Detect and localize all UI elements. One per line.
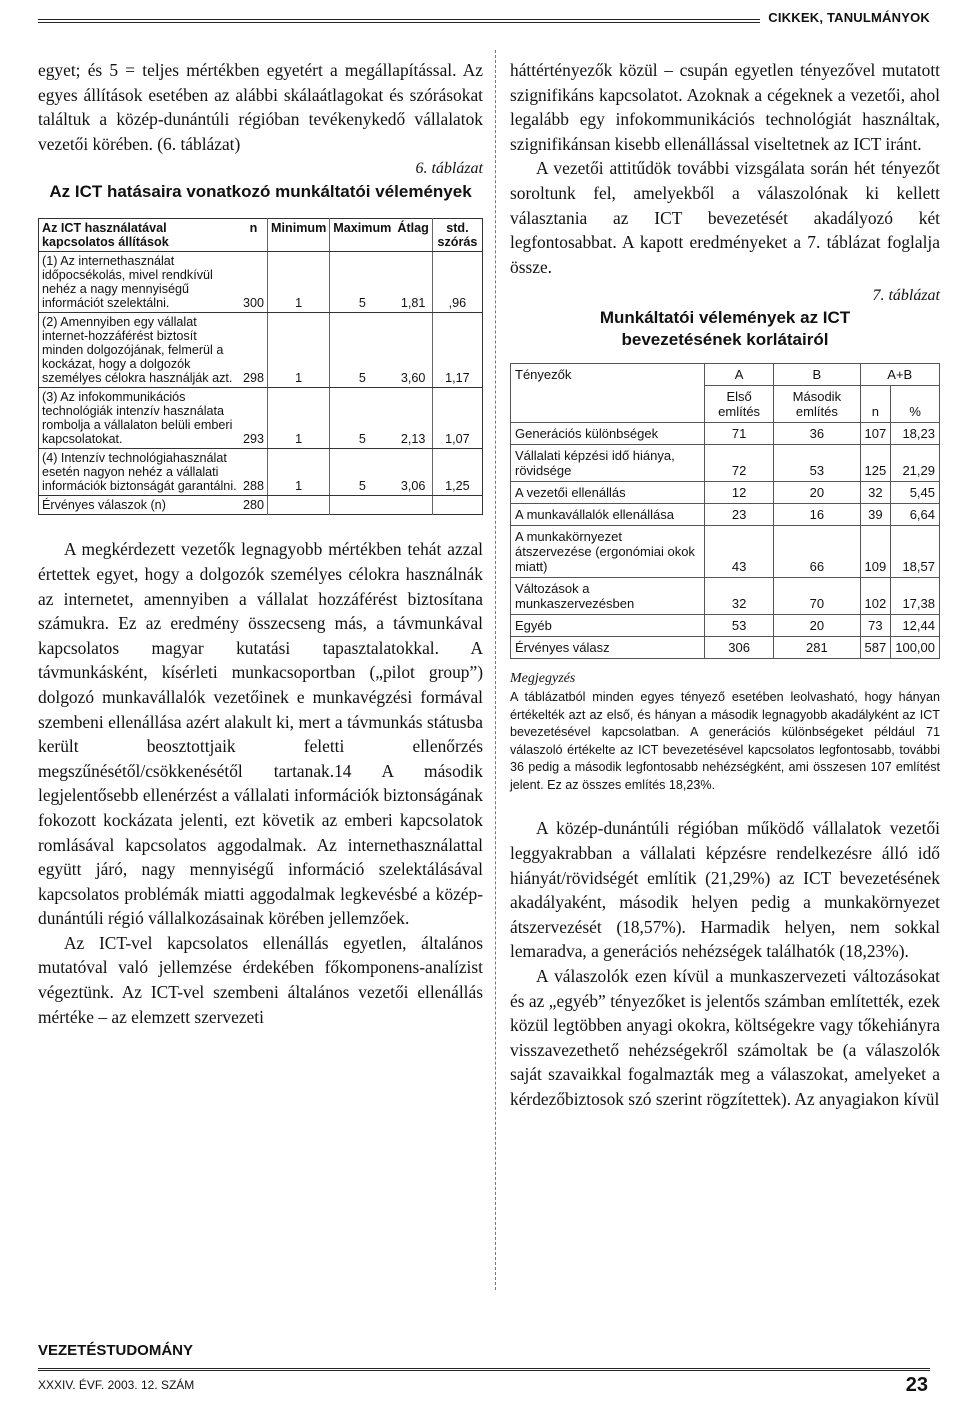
table6 <box>38 218 483 515</box>
first-mention-cell: 72 <box>705 445 774 482</box>
second-mention-cell: 36 <box>774 423 860 445</box>
empty-cell <box>432 496 482 515</box>
table-row <box>39 252 483 313</box>
statement-cell: (1) Az internethasználat időpocsékolás, mivel rendkívül nehéz a nagy mennyiségű információt szelektálni. <box>39 252 241 313</box>
table-row <box>511 504 940 526</box>
percent-cell: 12,44 <box>891 615 940 637</box>
page-number: 23 <box>905 1374 928 1396</box>
mean-cell: 2,13 <box>394 388 432 449</box>
factor-cell: Generációs különbségek <box>511 423 705 445</box>
statement-cell: (2) Amennyiben egy vállalat internet-hozzáférést biztosít minden dolgozójának, felmerül a kockázat, hogy a dolgozók személyes célokra használják azt. <box>39 313 241 388</box>
first-mention-cell: 12 <box>705 482 774 504</box>
sd-cell: ,96 <box>432 252 482 313</box>
note-title: Megjegyzés <box>510 671 576 687</box>
total-n-cell: 125 <box>860 445 891 482</box>
percent-cell: 5,45 <box>891 482 940 504</box>
table6-header: Átlag <box>394 219 432 252</box>
right-column <box>510 58 940 1111</box>
table7-header: B <box>774 364 860 386</box>
max-cell: 5 <box>330 388 395 449</box>
factor-cell: A vezetői ellenállás <box>511 482 705 504</box>
table-row <box>511 615 940 637</box>
left-column <box>38 58 483 1029</box>
n-cell: 288 <box>240 449 268 496</box>
factor-cell: A munkavállalók ellenállása <box>511 504 705 526</box>
table-row <box>511 526 940 578</box>
table7-label: 7. táblázat <box>872 287 940 305</box>
empty-cell <box>394 496 432 515</box>
note-text: A táblázatból minden egyes tényező esetében leolvasható, hogy hányan értékelték azt az első, és hányan a második legnagyobb akadályként az ICT bevezetésével kapcsolatban. A generációs különbségeket például 71 válaszoló értékelte az ICT bevezetésével kapcsolatos legfontosabb, további 36 pedig a második legfontosabb nehézségként, ami összesen 107 említést jelent. Ez az összes említés 18,23%. <box>510 690 940 792</box>
right-paragraph-4: A válaszolók ezen kívül a munkaszervezeti változásokat és az „egyéb” tényezőket is jelentős számban említették, ezek közül legtöbben anyagi okokra, költségekre vagy tőkehiányra visszavezethető nehézségekről számoltak be (a válaszolók saját szavaikkal fogalmazták meg a válaszokat, amelyeket a kérdezőbiztosok szó szerint rögzítettek). Az anyagiakon kívül <box>510 965 940 1109</box>
journal-name: VEZETÉSTUDOMÁNY <box>38 1342 194 1359</box>
right-paragraph-1: háttértényezők közül – csupán egyetlen tényezővel mutatott szignifikáns kapcsolatot. Azoknak a cégeknek a vezetői, ahol legalább egy infokommunikációs technológiát használtak, szignifikánsan kisebb ellenállással viseltetnek az ICT iránt. <box>510 60 940 154</box>
left-paragraph-1: egyet; és 5 = teljes mértékben egyetért a megállapítással. Az egyes állítások esetében az alábbi skálaátlagokat és szórásokat találtuk a közép-dunántúli régióban tevékenykedő vállalatok vezetői körében. (6. táblázat) <box>38 60 483 154</box>
second-mention-cell: 66 <box>774 526 860 578</box>
table7-title: Munkáltatói vélemények az ICT bevezetésének korlátairól <box>599 308 851 350</box>
max-cell: 5 <box>330 449 395 496</box>
mean-cell: 1,81 <box>394 252 432 313</box>
issue-info: XXXIV. ÉVF. 2003. 12. SZÁM <box>38 1378 195 1392</box>
right-paragraph-2: A vezetői attitűdök további vizsgálata során hét tényezőt soroltunk fel, amelyekből a válaszolónak ki kellett választania az ICT bevezetését akadályozó két legfontosabbat. A kapott eredményeket a 7. táblázat foglalja össze. <box>510 158 940 277</box>
first-mention-cell: 43 <box>705 526 774 578</box>
empty-cell <box>330 496 395 515</box>
table-row <box>39 388 483 449</box>
table7-subheader: Második említés <box>774 386 860 423</box>
second-mention-cell: 53 <box>774 445 860 482</box>
table-row <box>511 445 940 482</box>
table7-subheader: % <box>891 386 940 423</box>
first-mention-cell: 32 <box>705 578 774 615</box>
factor-cell: A munkakörnyezet átszervezése (ergonómiai okok miatt) <box>511 526 705 578</box>
first-mention-cell: 23 <box>705 504 774 526</box>
sd-cell: 1,17 <box>432 313 482 388</box>
mean-cell: 3,06 <box>394 449 432 496</box>
table-row <box>39 449 483 496</box>
total-n-cell: 109 <box>860 526 891 578</box>
table-row <box>511 423 940 445</box>
percent-cell: 100,00 <box>891 637 940 659</box>
n-cell: 293 <box>240 388 268 449</box>
total-n-cell: 39 <box>860 504 891 526</box>
sd-cell: 1,07 <box>432 388 482 449</box>
right-paragraph-3: A közép-dunántúli régióban működő vállalatok vezetői leggyakrabban a vállalati képzésre rendelkezésre álló idő hiányát/rövidségét említik (21,29%) az ICT bevezetésének akadályaként, második helyen pedig a munkakörnyezet átszervezését (18,57%). Harmadik helyen, nem sokkal lemaradva, a generációs nehézségek találhatók (18,23%). <box>510 818 940 962</box>
percent-cell: 6,64 <box>891 504 940 526</box>
first-mention-cell: 306 <box>705 637 774 659</box>
table-row <box>511 482 940 504</box>
second-mention-cell: 20 <box>774 615 860 637</box>
table7-header: A <box>705 364 774 386</box>
max-cell: 5 <box>330 252 395 313</box>
factor-cell: Érvényes válasz <box>511 637 705 659</box>
factor-cell: Vállalati képzési idő hiánya, rövidsége <box>511 445 705 482</box>
total-n-cell: 32 <box>860 482 891 504</box>
valid-responses-n: 280 <box>243 498 265 513</box>
second-mention-cell: 20 <box>774 482 860 504</box>
empty-cell <box>268 496 330 515</box>
second-mention-cell: 70 <box>774 578 860 615</box>
table7-header: Tényezők <box>511 364 705 423</box>
factor-cell: Változások a munkaszervezésben <box>511 578 705 615</box>
header-rule <box>38 10 930 30</box>
max-cell: 5 <box>330 313 395 388</box>
sd-cell: 1,25 <box>432 449 482 496</box>
table-row <box>511 578 940 615</box>
n-cell: 298 <box>240 313 268 388</box>
min-cell: 1 <box>268 388 330 449</box>
table6-header: n <box>240 219 268 252</box>
total-n-cell: 73 <box>860 615 891 637</box>
percent-cell: 18,57 <box>891 526 940 578</box>
factor-cell: Egyéb <box>511 615 705 637</box>
table-row <box>511 637 940 659</box>
percent-cell: 17,38 <box>891 578 940 615</box>
percent-cell: 18,23 <box>891 423 940 445</box>
min-cell: 1 <box>268 313 330 388</box>
n-cell: 300 <box>240 252 268 313</box>
first-mention-cell: 71 <box>705 423 774 445</box>
table-row <box>39 313 483 388</box>
table7-subheader: n <box>860 386 891 423</box>
table6-header: Maximum <box>330 219 395 252</box>
table6-header: Minimum <box>268 219 330 252</box>
table6-label: 6. táblázat <box>415 160 483 178</box>
table7-subheader: Első említés <box>705 386 774 423</box>
percent-cell: 21,29 <box>891 445 940 482</box>
table6-header: std. szórás <box>432 219 482 252</box>
valid-responses-label: Érvényes válaszok (n) <box>42 498 166 513</box>
table7-header: A+B <box>860 364 939 386</box>
left-paragraph-3: Az ICT-vel kapcsolatos ellenállás egyetlen, általános mutatóval való jellemzése érdekében főkomponens-analízist végeztünk. Az ICT-vel szembeni általános vezetői ellenállás mértéke – az elemzett szervezeti <box>38 932 483 1027</box>
table7 <box>510 363 940 659</box>
mean-cell: 3,60 <box>394 313 432 388</box>
min-cell: 1 <box>268 449 330 496</box>
first-mention-cell: 53 <box>705 615 774 637</box>
section-title: CIKKEK, TANULMÁNYOK <box>760 10 930 25</box>
footer-rule <box>38 1368 930 1371</box>
second-mention-cell: 281 <box>774 637 860 659</box>
table6-title: Az ICT hatásaira vonatkozó munkáltatói vélemények <box>49 182 472 202</box>
total-n-cell: 587 <box>860 637 891 659</box>
column-divider <box>495 50 496 1290</box>
min-cell: 1 <box>268 252 330 313</box>
total-n-cell: 102 <box>860 578 891 615</box>
left-paragraph-2: A megkérdezett vezetők legnagyobb mértékben tehát azzal értettek egyet, hogy a dolgozók személyes célokra használnák az internetet, amennyiben a vállalat hozzáférést biztosítana számukra. Ez az eredmény összecseng más, a távmunkával kapcsolatos magyar kutatási tapasztalatokkal. A távmunkásként, kísérleti munkacsoportban („pilot group”) dolgozó munkavállalók vezetőinek e munkavégzési formával szembeni ellenállása azért alakult ki, mert a távmunkás státusba került beosztottjaik feletti ellenőrzés megszűnésétől/csökkenésétől tartanak.14 A második legjelentősebb ellenérzést a vállalati információk biztonságának fokozott kockázata jelenti, ezt követik az emberi kapcsolatok romlásával kapcsolatos aggodalmak. Az internethasználattal együtt járó, nagy mennyiségű információ szelektálásával kapcsolatos problémák miatti aggodalmak legkevésbé a közép-dunántúli régió vállalkozásainak körében jellemzőek. <box>38 539 483 929</box>
table-row <box>39 496 483 515</box>
table6-header: Az ICT használatával kapcsolatos állítások <box>39 219 241 252</box>
statement-cell: (4) Intenzív technológiahasználat esetén nagyon nehéz a vállalati információk biztonságát garantálni. <box>39 449 241 496</box>
second-mention-cell: 16 <box>774 504 860 526</box>
total-n-cell: 107 <box>860 423 891 445</box>
statement-cell: (3) Az infokommunikációs technológiák intenzív használata rombolja a vállalaton belüli emberi kapcsolatokat. <box>39 388 241 449</box>
